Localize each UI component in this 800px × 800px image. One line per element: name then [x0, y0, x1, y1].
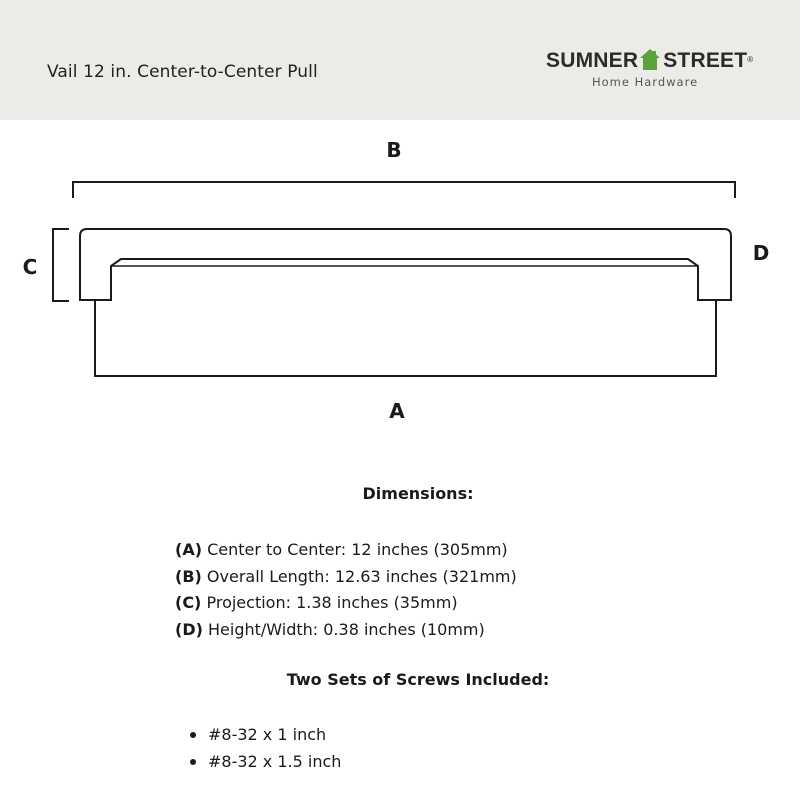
label-c: C	[22, 255, 38, 279]
label-a: A	[389, 399, 405, 423]
dimension-item	[175, 590, 517, 617]
dimensions-heading: Dimensions:	[362, 484, 474, 503]
header-banner	[0, 0, 800, 120]
dimension-text: Projection: 1.38 inches (35mm)	[206, 593, 458, 612]
pull-dimension-diagram	[0, 120, 800, 450]
screw-text: #8-32 x 1.5 inch	[208, 751, 342, 771]
dimension-key: (B)	[175, 566, 202, 586]
screws-list	[190, 722, 341, 775]
dimension-line-c	[53, 229, 69, 301]
dimension-text: Height/Width: 0.38 inches (10mm)	[208, 619, 485, 639]
dimension-key: (A)	[175, 540, 203, 559]
dimension-key: (C)	[175, 593, 202, 612]
screw-item	[190, 749, 341, 776]
label-b: B	[386, 138, 402, 162]
product-title: Vail 12 in. Center-to-Center Pull	[47, 62, 318, 82]
brand-logo	[546, 48, 761, 94]
brand-name-right: STREET	[663, 49, 748, 72]
bullet-icon	[190, 759, 196, 765]
label-d: D	[752, 241, 770, 265]
screws-heading: Two Sets of Screws Included:	[286, 670, 550, 689]
bullet-icon	[190, 732, 196, 738]
dimension-text: Center to Center: 12 inches (305mm)	[207, 540, 508, 559]
dimension-line-a	[95, 300, 716, 376]
dimension-item	[175, 564, 517, 591]
registered-mark: ®	[747, 55, 754, 64]
dimension-line-b	[73, 182, 735, 198]
brand-name-left: SUMNER	[546, 49, 639, 72]
pull-handle-outline	[80, 229, 731, 300]
house-icon	[640, 48, 660, 70]
screw-item	[190, 722, 341, 749]
dimension-item	[175, 617, 517, 644]
dimension-text: Overall Length: 12.63 inches (321mm)	[206, 566, 517, 586]
dimension-key: (D)	[175, 619, 203, 639]
dimensions-list	[175, 537, 517, 643]
dimension-item	[175, 537, 517, 564]
screw-text: #8-32 x 1 inch	[208, 725, 327, 744]
brand-tagline: Home Hardware	[592, 75, 699, 89]
